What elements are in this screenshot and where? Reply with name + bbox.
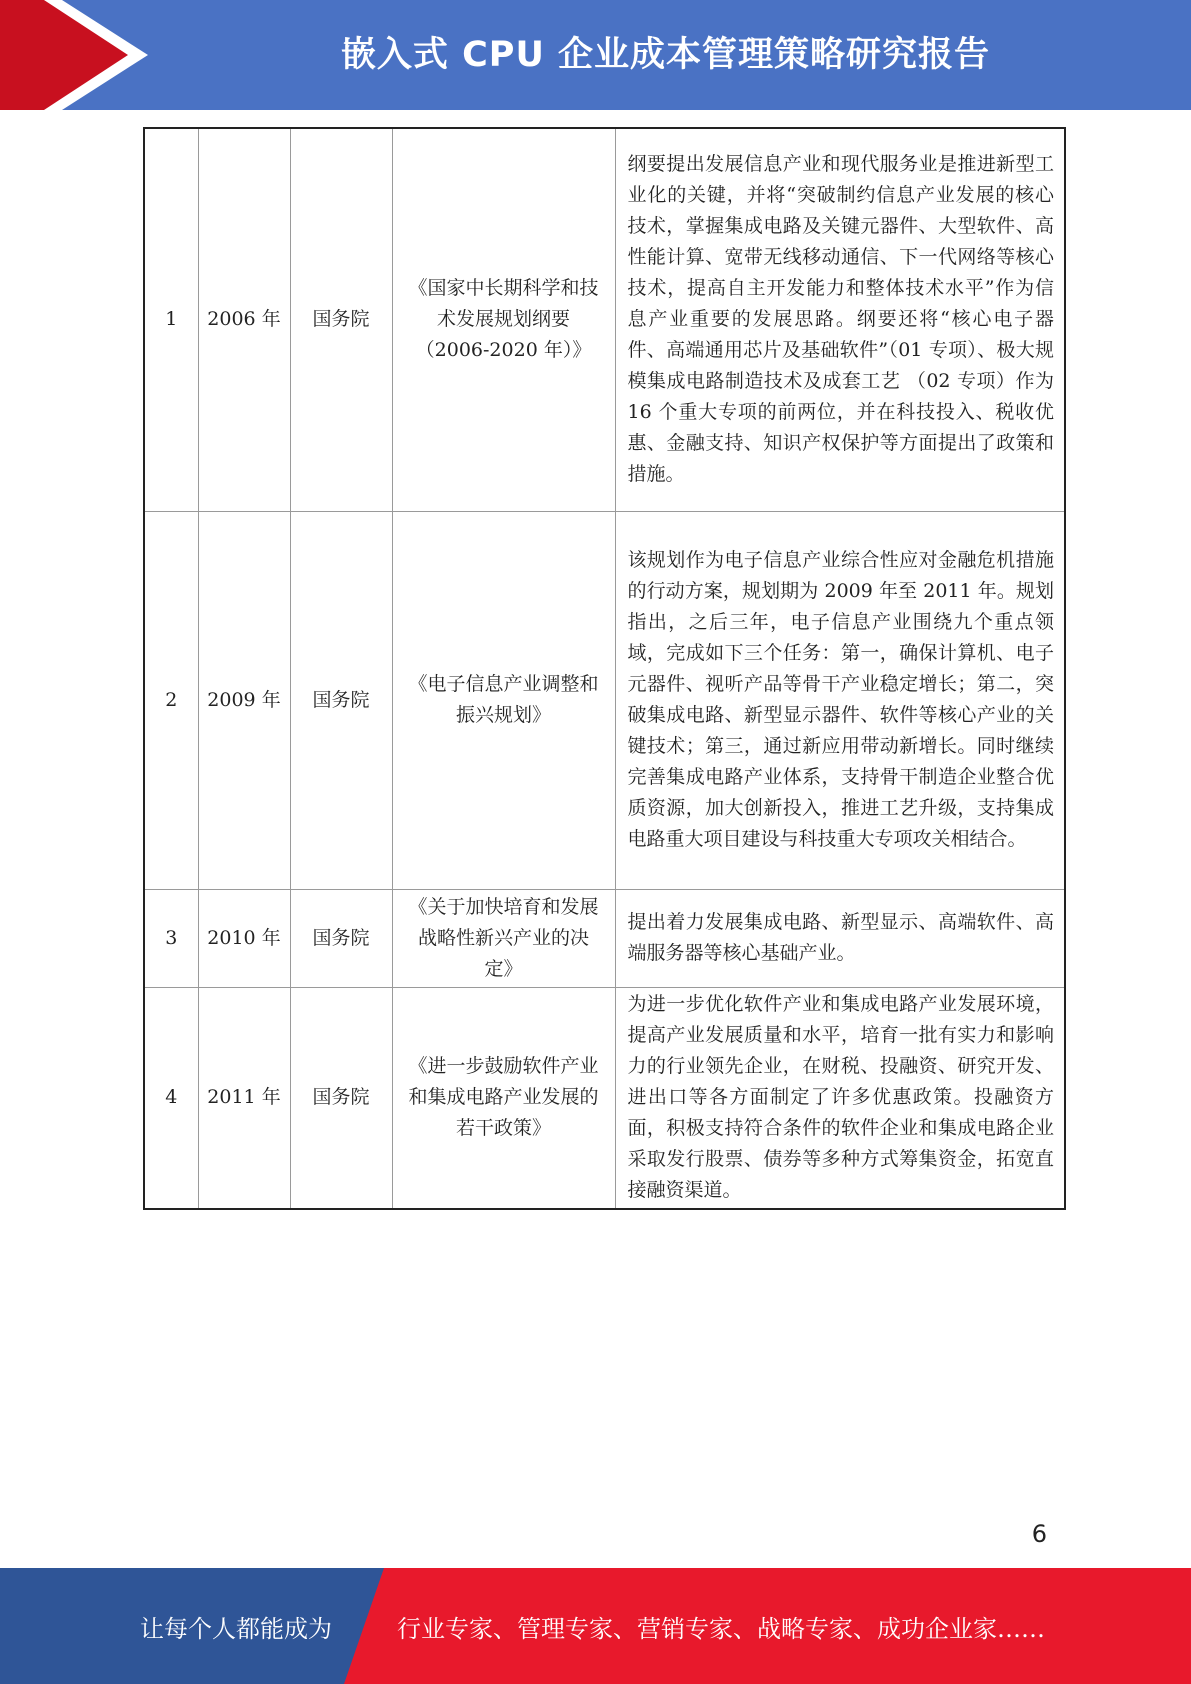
row-description: 该规划作为电子信息产业综合性应对金融危机措施的行动方案，规划期为 2009 年至 2011 年。规划指出，之后三年，电子信息产业围绕九个重点领域，完成如下三个任务：第一，确保计算机、电子元器件、视听产品等骨干产业稳定增长；第二，突破集成电路、新型显示器件、软件等核心产业的关键技术；第三，通过新应用带动新增长。同时继续完善集成电路产业体系，支持骨干制造企业整合优质资源，加大创新投入，推进工艺升级，支持集成电路重大项目建设与科技重大专项攻关相结合。 (615, 511, 1065, 889)
row-number: 1 (144, 128, 198, 511)
row-policy-title: 《电子信息产业调整和振兴规划》 (392, 511, 615, 889)
table-row (144, 511, 1065, 889)
row-year: 2006 年 (198, 128, 290, 511)
row-number: 2 (144, 511, 198, 889)
table-row (144, 987, 1065, 1209)
page-footer (0, 1568, 1191, 1684)
row-year: 2009 年 (198, 511, 290, 889)
row-organization: 国务院 (290, 511, 392, 889)
row-organization: 国务院 (290, 128, 392, 511)
table-row (144, 889, 1065, 987)
footer-slogan-right: 行业专家、管理专家、营销专家、战略专家、成功企业家…… (397, 1614, 1045, 1643)
footer-slogan-left: 让每个人都能成为 (140, 1614, 332, 1643)
row-policy-title: 《进一步鼓励软件产业和集成电路产业发展的若干政策》 (392, 987, 615, 1209)
header-arrow-decoration (0, 0, 160, 110)
page-number: 6 (1031, 1520, 1047, 1548)
report-title: 嵌入式 CPU 企业成本管理策略研究报告 (340, 35, 991, 75)
table-row (144, 128, 1065, 511)
row-description: 纲要提出发展信息产业和现代服务业是推进新型工业化的关键，并将“突破制约信息产业发展的核心技术，掌握集成电路及关键元器件、大型软件、高性能计算、宽带无线移动通信、下一代网络等核心技术，提高自主开发能力和整体技术水平”作为信息产业重要的发展思路。纲要还将“核心电子器件、高端通用芯片及基础软件”（01 专项）、极大规模集成电路制造技术及成套工艺 （02 专项）作为 16 个重大专项的前两位，并在科技投入、税收优惠、金融支持、知识产权保护等方面提出了政策和措施。 (615, 128, 1065, 511)
row-policy-title: 《关于加快培育和发展战略性新兴产业的决定》 (392, 889, 615, 987)
page-header (0, 0, 1191, 110)
row-description: 提出着力发展集成电路、新型显示、高端软件、高端服务器等核心基础产业。 (615, 889, 1065, 987)
row-organization: 国务院 (290, 987, 392, 1209)
row-year: 2011 年 (198, 987, 290, 1209)
row-number: 3 (144, 889, 198, 987)
policy-table (143, 127, 1066, 1210)
row-year: 2010 年 (198, 889, 290, 987)
row-number: 4 (144, 987, 198, 1209)
row-description: 为进一步优化软件产业和集成电路产业发展环境，提高产业发展质量和水平，培育一批有实力和影响力的行业领先企业，在财税、投融资、研究开发、进出口等各方面制定了许多优惠政策。投融资方面，积极支持符合条件的软件企业和集成电路企业采取发行股票、债券等多种方式筹集资金，拓宽直接融资渠道。 (615, 987, 1065, 1209)
row-organization: 国务院 (290, 889, 392, 987)
row-policy-title: 《国家中长期科学和技术发展规划纲要（2006-2020 年）》 (392, 128, 615, 511)
